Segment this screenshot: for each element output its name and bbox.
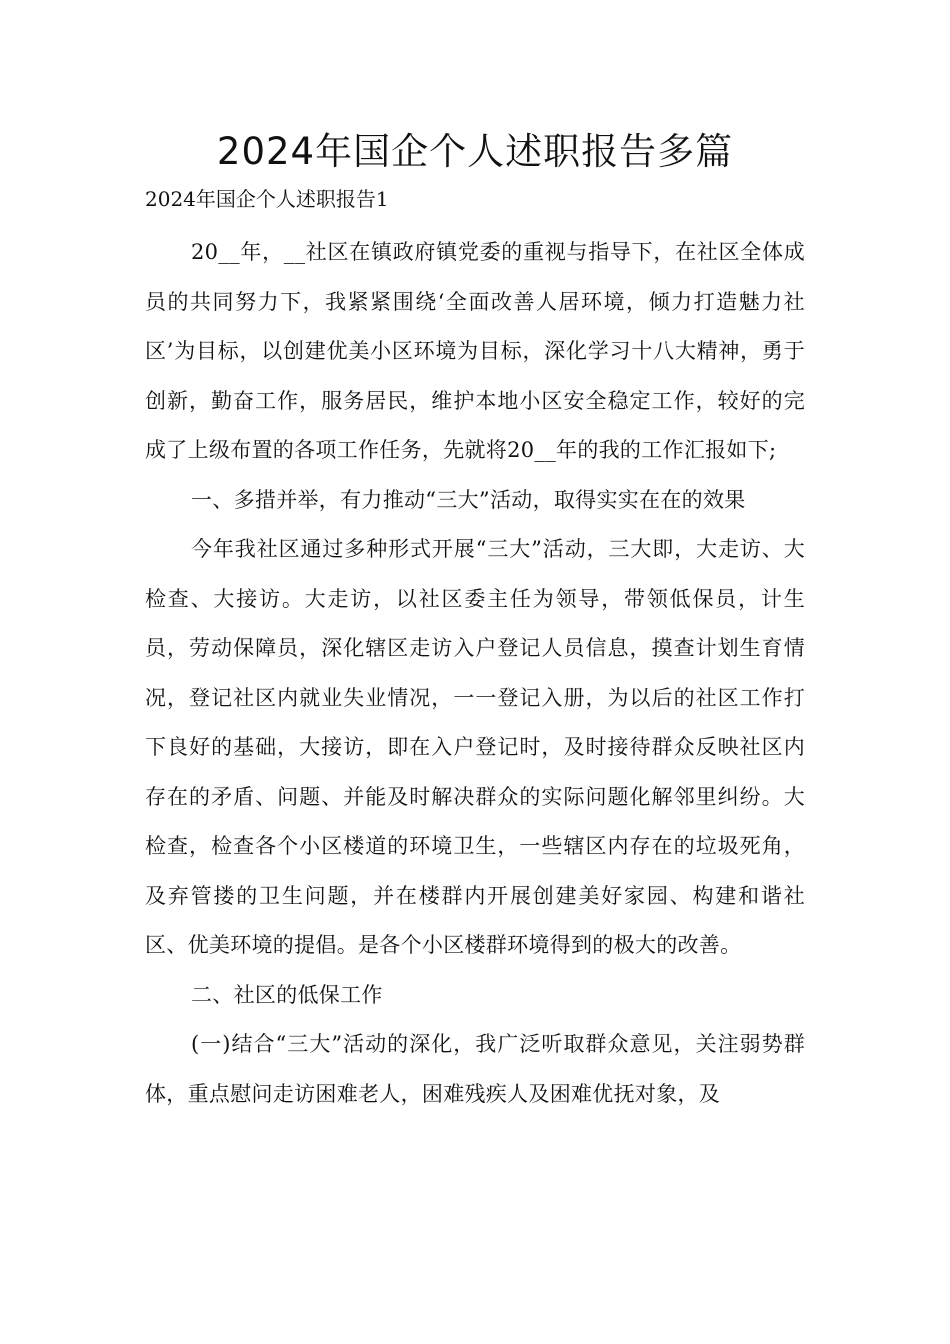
paragraph-low-income: (一)结合“三大”活动的深化，我广泛听取群众意见，关注弱势群体，重点慰问走访困难老人，困难残疾人及困难优抚对象，及	[145, 1032, 805, 1106]
section-heading-2: 二、社区的低保工作	[191, 982, 383, 1007]
paragraph-three-activities: 今年我社区通过多种形式开展“三大”活动，三大即，大走访、大检查、大接访。大走访，以社区委主任为领导，带领低保员，计生员，劳动保障员，深化辖区走访入户登记人员信息，摸查计划生育情况，登记社区内就业失业情况，一一登记入册，为以后的社区工作打下良好的基础，大接访，即在入户登记时，及时接待群众反映社区内存在的矛盾、问题、并能及时解决群众的实际问题化解邻里纠纷。大检查，检查各个小区楼道的环境卫生，一些辖区内存在的垃圾死角，及弃管搂的卫生问题，并在楼群内开展创建美好家园、构建和谐社区、优美环境的提倡。是各个小区楼群环境得到的极大的改善。	[145, 537, 805, 957]
document-subtitle: 2024年国企个人述职报告1	[145, 187, 389, 211]
document-body	[145, 228, 805, 1119]
section-heading-1: 一、多措并举，有力推动“三大”活动，取得实实在在的效果	[191, 487, 746, 512]
document-title: 2024年国企个人述职报告多篇	[216, 130, 734, 173]
paragraph-intro: 20__年，__社区在镇政府镇党委的重视与指导下，在社区全体成员的共同努力下，我紧紧围绕‘全面改善人居环境，倾力打造魅力社区’为目标，以创建优美小区环境为目标，深化学习十八大精神，勇于创新，勤奋工作，服务居民，维护本地小区安全稳定工作，较好的完成了上级布置的各项工作任务，先就将20__年的我的工作汇报如下;	[145, 240, 805, 462]
